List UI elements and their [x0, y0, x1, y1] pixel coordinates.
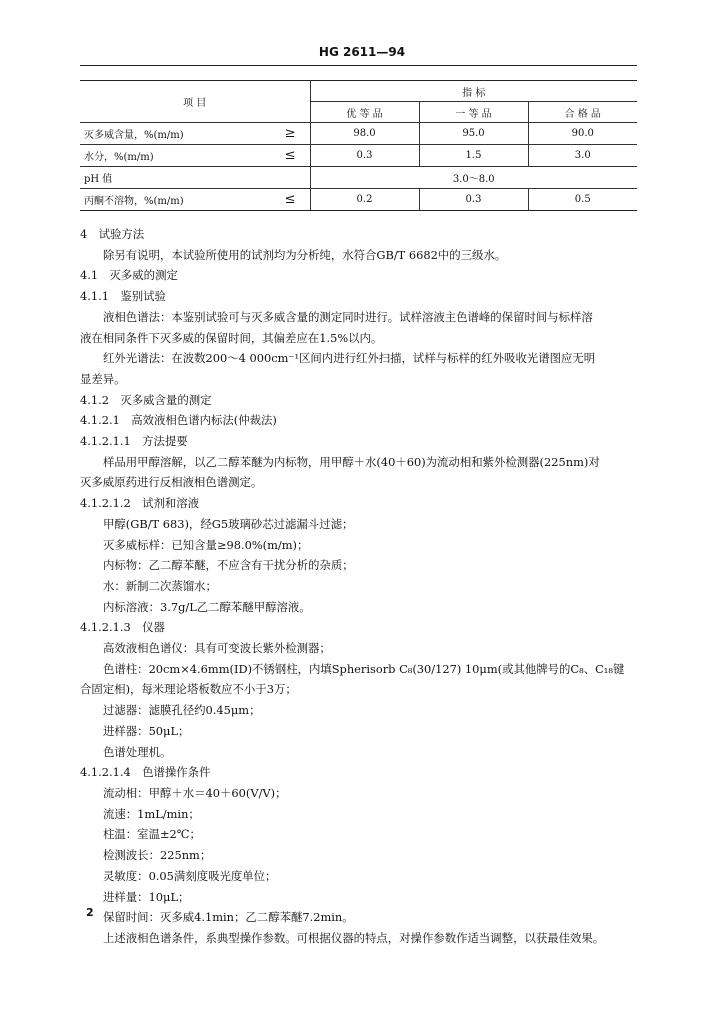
- text-line: 色谱处理机。: [103, 744, 172, 759]
- text-line: 内标溶液：3.7g/L乙二醇苯醚甲醇溶液。: [103, 599, 311, 614]
- text-line: 色谱柱：20cm×4.6mm(ID)不锈钢柱，内填Spherisorb C₈(30/127) 10μm(或其他牌号的C₈、C₁₈键: [103, 661, 625, 676]
- section-heading: 4.1.2 灭多威含量的测定: [80, 392, 212, 407]
- row-operator: ≥: [255, 123, 310, 145]
- grade-header: 一 等 品: [419, 102, 528, 123]
- index-header: 指 标: [310, 81, 637, 102]
- cell-value: 0.3: [419, 189, 528, 211]
- text-line: 进样量：10μL；: [103, 889, 190, 904]
- cell-value: 3.0～8.0: [310, 167, 637, 189]
- row-label: 水分，%(m/m): [80, 145, 255, 167]
- text-line: 合固定相)，每米理论塔板数应不小于3万；: [80, 682, 297, 697]
- cell-value: 98.0: [310, 123, 419, 145]
- cell-value: 0.5: [528, 189, 637, 211]
- text-line: 灭多威原药进行反相液相色谱测定。: [80, 475, 263, 490]
- text-line: 红外光谱法：在波数200～4 000cm⁻¹区间内进行红外扫描，试样与标样的红外吸收光谱图应无明: [103, 351, 596, 366]
- grade-header: 优 等 品: [310, 102, 419, 123]
- text-line: 上述液相色谱条件，系典型操作参数。可根据仪器的特点，对操作参数作适当调整，以获最佳效果。: [103, 930, 605, 945]
- specification-table: [80, 80, 637, 211]
- text-line: 除另有说明，本试验所使用的试剂均为分析纯，水符合GB/T 6682中的三级水。: [103, 247, 507, 262]
- section-heading: 4.1.2.1.1 方法提要: [80, 434, 188, 449]
- page-number: 2: [86, 906, 94, 919]
- cell-value: 95.0: [419, 123, 528, 145]
- text-line: 高效液相色谱仪：具有可变波长紫外检测器；: [103, 641, 331, 656]
- cell-value: 0.2: [310, 189, 419, 211]
- section-heading: 4.1 灭多威的测定: [80, 268, 178, 283]
- table-row: [80, 123, 637, 145]
- row-operator: ≤: [255, 145, 310, 167]
- row-operator: [255, 167, 310, 189]
- text-line: 检测波长：225nm；: [103, 848, 212, 863]
- section-heading: 4.1.2.1 高效液相色谱内标法(仲裁法): [80, 413, 277, 428]
- section-heading: 4.1.1 鉴别试验: [80, 289, 166, 304]
- row-label: 丙酮不溶物，%(m/m): [80, 189, 255, 211]
- section-heading: 4 试验方法: [80, 227, 145, 241]
- text-line: 内标物：乙二醇苯醚，不应含有干扰分析的杂质；: [103, 558, 354, 573]
- text-line: 流动相：甲醇＋水＝40＋60(V/V)；: [103, 785, 287, 800]
- cell-value: 1.5: [419, 145, 528, 167]
- table-row: [80, 145, 637, 167]
- section-heading: 4.1.2.1.4 色谱操作条件: [80, 765, 211, 780]
- text-line: 液在相同条件下灭多威的保留时间，其偏差应在1.5%以内。: [80, 330, 383, 345]
- table-row: [80, 167, 637, 189]
- text-line: 进样器：50μL；: [103, 723, 190, 738]
- text-line: 显差异。: [80, 371, 126, 386]
- text-line: 甲醇(GB/T 683)，经G5玻璃砂芯过滤漏斗过滤；: [103, 516, 354, 531]
- text-line: 保留时间：灭多威4.1min；乙二醇苯醚7.2min。: [103, 910, 354, 925]
- text-line: 流速：1mL/min；: [103, 806, 200, 821]
- row-label: 灭多威含量，%(m/m): [80, 123, 255, 145]
- section-heading: 4.1.2.1.2 试剂和溶液: [80, 496, 200, 511]
- cell-value: 0.3: [310, 145, 419, 167]
- text-line: 水：新制二次蒸馏水；: [103, 578, 217, 593]
- item-header: 项 目: [80, 81, 310, 123]
- grade-header: 合 格 品: [528, 102, 637, 123]
- table-row: [80, 189, 637, 211]
- row-operator: ≤: [255, 189, 310, 211]
- text-line: 柱温：室温±2℃；: [103, 827, 201, 842]
- section-heading: 4.1.2.1.3 仪器: [80, 620, 165, 635]
- text-line: 灵敏度：0.05满刻度吸光度单位；: [103, 868, 277, 883]
- row-label: pH 值: [80, 167, 255, 189]
- body-text: [80, 224, 640, 949]
- text-line: 灭多威标样：已知含量≥98.0%(m/m)；: [103, 537, 309, 552]
- header-rule: [80, 65, 637, 66]
- cell-value: 3.0: [528, 145, 637, 167]
- text-line: 液相色谱法：本鉴别试验可与灭多威含量的测定同时进行。试样溶液主色谱峰的保留时间与标样溶: [103, 309, 593, 324]
- text-line: 过滤器：滤膜孔径约0.45μm；: [103, 703, 261, 718]
- cell-value: 90.0: [528, 123, 637, 145]
- standard-code: HG 2611—94: [318, 45, 406, 59]
- text-line: 样品用甲醇溶解，以乙二醇苯醚为内标物，用甲醇＋水(40＋60)为流动相和紫外检测器(225nm)对: [103, 454, 600, 469]
